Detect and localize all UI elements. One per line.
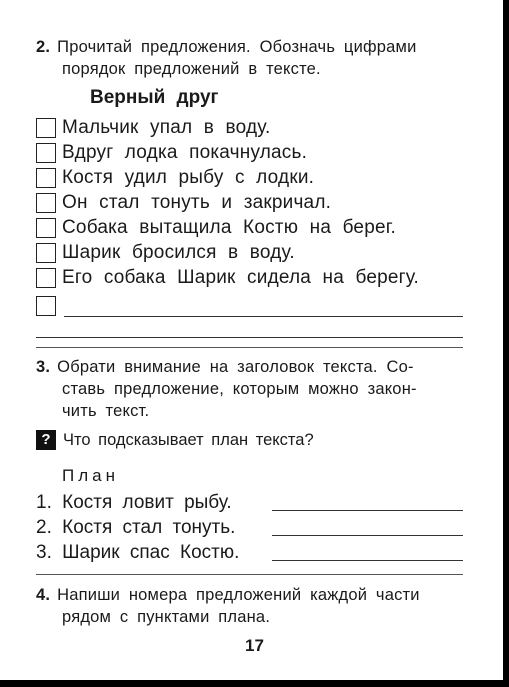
order-checkbox-4[interactable] — [36, 193, 56, 213]
sentence-text-2: Вдруг лодка покачнулась. — [62, 142, 308, 163]
exercise-4-line-2: рядом с пунктами плана. — [62, 608, 271, 626]
order-checkbox-5[interactable] — [36, 218, 56, 238]
section-divider-2 — [36, 574, 463, 575]
story-title: Верный друг — [90, 87, 219, 108]
plan-answer-line-2[interactable] — [272, 535, 463, 536]
order-checkbox-6[interactable] — [36, 243, 56, 263]
plan-answer-line-3[interactable] — [272, 560, 463, 561]
sentence-row-4 — [36, 191, 331, 215]
exercise-2-line-1: Прочитай предложения. Обозначь цифрами — [57, 38, 417, 56]
sentence-text-3: Костя удил рыбу с лодки. — [62, 167, 315, 188]
exercise-2-line-2: порядок предложений в тексте. — [62, 60, 321, 78]
exercise-3-instruction — [36, 356, 414, 378]
sentence-text-1: Мальчик упал в воду. — [62, 117, 271, 138]
question-mark-icon: ? — [36, 430, 56, 450]
sentence-row-2 — [36, 141, 307, 165]
exercise-3-line-3: чить текст. — [62, 402, 150, 420]
answer-line-2[interactable] — [36, 337, 463, 338]
sentence-row-3 — [36, 166, 314, 190]
page-frame-right — [503, 0, 509, 687]
plan-item-3: 3. Шарик спас Костю. — [36, 542, 240, 563]
plan-item-2: 2. Костя стал тонуть. — [36, 517, 236, 538]
sentence-row-7 — [36, 266, 419, 290]
exercise-4-line-1: Напиши номера предложений каждой части — [57, 586, 420, 604]
exercise-2-number: 2. — [36, 38, 51, 56]
page-number: 17 — [245, 636, 264, 655]
order-checkbox-1[interactable] — [36, 118, 56, 138]
page-frame-bottom — [0, 680, 509, 687]
exercise-4-instruction — [36, 584, 420, 606]
exercise-3-number: 3. — [36, 358, 51, 376]
sentence-text-4: Он стал тонуть и закричал. — [62, 192, 332, 213]
section-divider-1 — [36, 347, 463, 348]
sentence-text-6: Шарик бросился в воду. — [62, 242, 295, 263]
answer-line-1[interactable] — [64, 316, 463, 317]
order-checkbox-8[interactable] — [36, 296, 56, 316]
exercise-3-line-2: ставь предложение, которым можно закон- — [62, 380, 417, 398]
plan-item-1: 1. Костя ловит рыбу. — [36, 492, 232, 513]
sentence-text-7: Его собака Шарик сидела на берегу. — [62, 267, 420, 288]
sentence-row-8 — [36, 294, 56, 318]
order-checkbox-2[interactable] — [36, 143, 56, 163]
plan-answer-line-1[interactable] — [272, 510, 463, 511]
sentence-row-5 — [36, 216, 396, 240]
exercise-4-number: 4. — [36, 586, 51, 604]
exercise-3-line-1: Обрати внимание на заголовок текста. Со- — [57, 358, 414, 376]
sentence-row-6 — [36, 241, 295, 265]
exercise-2-instruction — [36, 36, 417, 58]
plan-heading: План — [62, 466, 119, 485]
question-text: Что подсказывает план текста? — [63, 431, 314, 449]
order-checkbox-7[interactable] — [36, 268, 56, 288]
sentence-row-1 — [36, 116, 271, 140]
order-checkbox-3[interactable] — [36, 168, 56, 188]
sentence-text-5: Собака вытащила Костю на берег. — [62, 217, 397, 238]
